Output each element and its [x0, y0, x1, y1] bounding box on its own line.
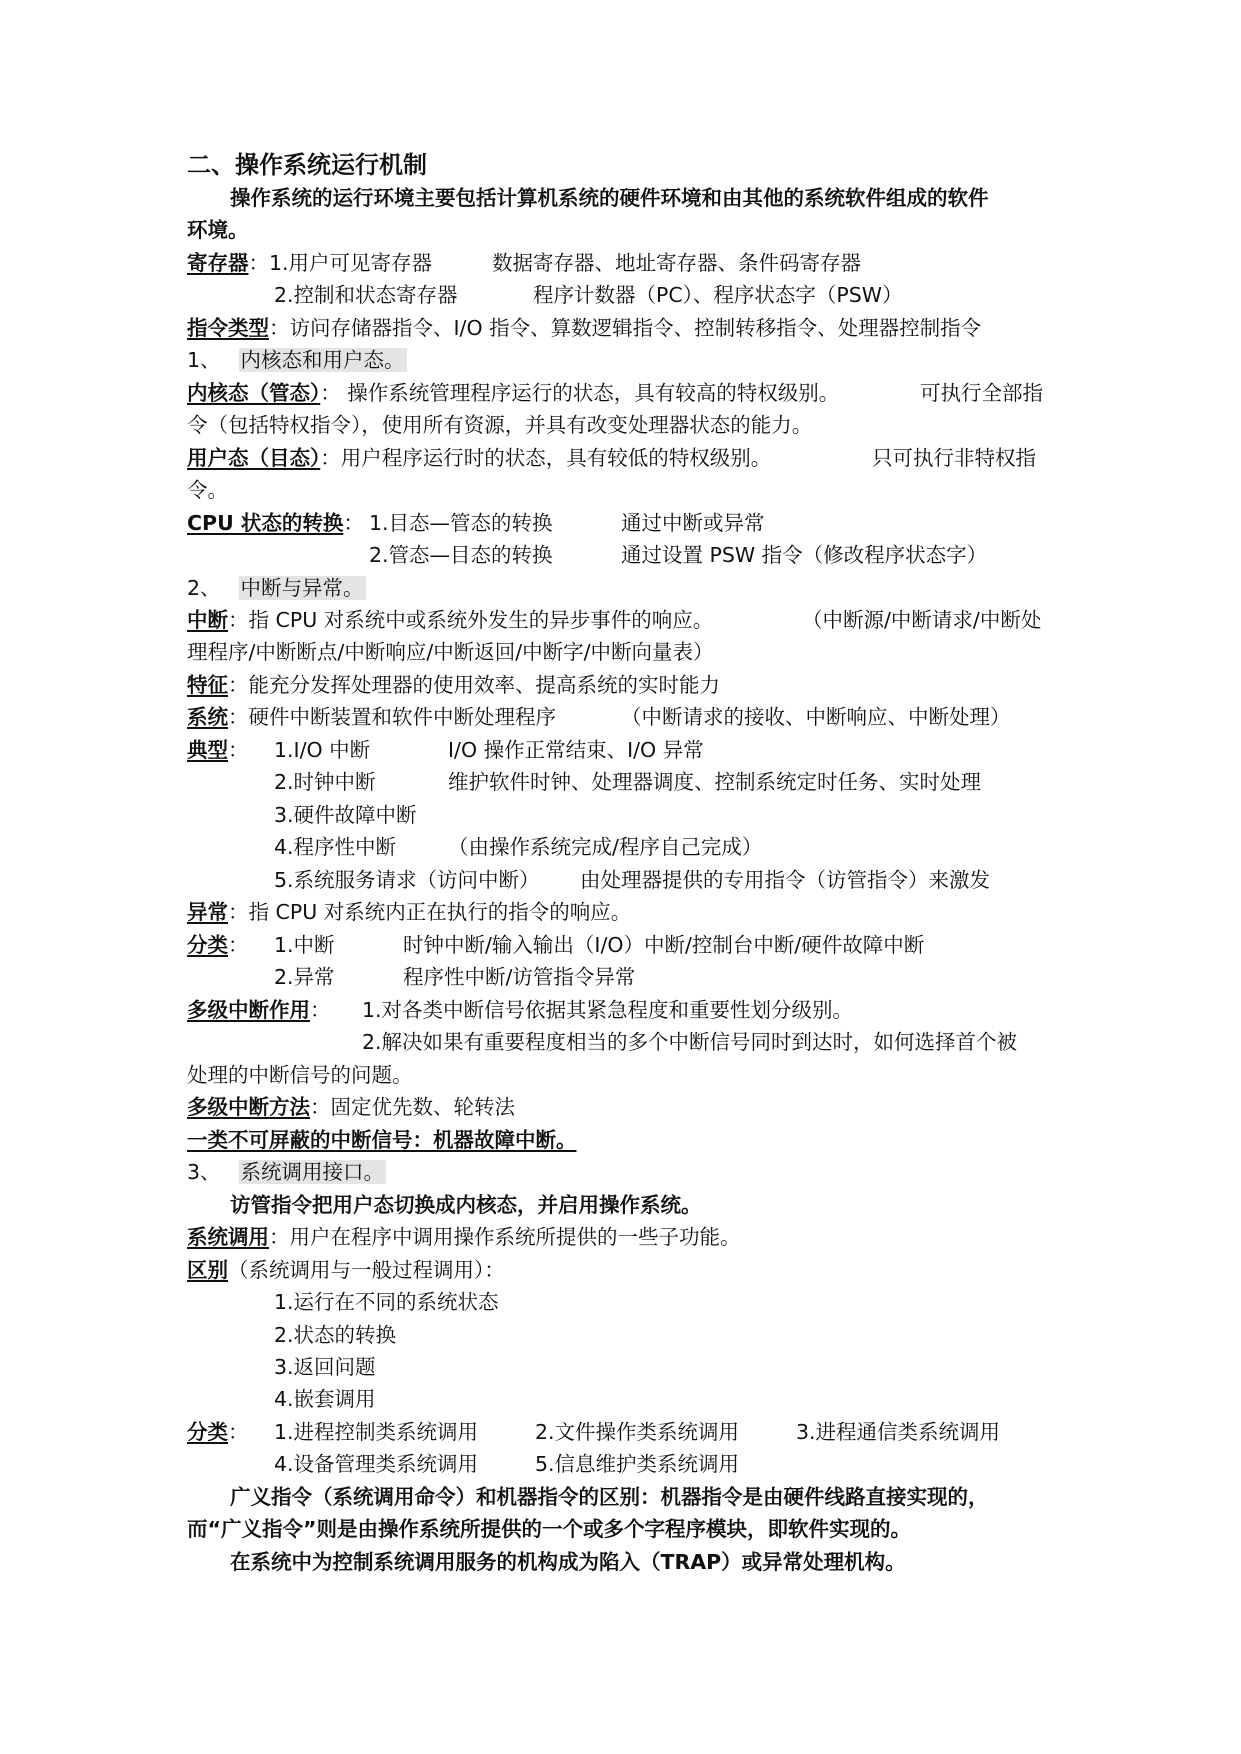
typical-1-detail: I/O 操作正常结束、I/O 异常	[448, 738, 704, 762]
difference-label: 区别	[187, 1258, 228, 1282]
typical-2: 2.时钟中断	[274, 770, 376, 794]
classify-1: 1.中断	[274, 933, 335, 957]
user-mode-label: 用户态（目态）	[187, 446, 321, 470]
feature-label: 特征	[187, 673, 228, 697]
registers-user-visible: 1.用户可见寄存器	[269, 251, 433, 275]
syscall-class-1: 1.进程控制类系统调用	[274, 1420, 479, 1444]
trap-mechanism-line: 在系统中为控制系统调用服务的机构成为陷入（TRAP）或异常处理机构。	[230, 1550, 906, 1574]
system-label: 系统	[187, 705, 228, 729]
registers-row-2: 2.控制和状态寄存器	[274, 283, 458, 307]
difference-4: 4.嵌套调用	[274, 1387, 376, 1411]
cpu-switch-1: 1.目态—管态的转换	[369, 511, 553, 535]
kernel-mode-label: 内核态（管态）	[187, 381, 321, 405]
syscall-class-4: 4.设备管理类系统调用	[274, 1452, 479, 1476]
section-3-title: 系统调用接口。	[240, 1160, 385, 1184]
broad-instruction-line-2: 而“广义指令”则是由操作系统所提供的一个或多个字程序模块，即软件实现的。	[187, 1517, 911, 1541]
intro-line-1: 操作系统的运行环境主要包括计算机系统的硬件环境和由其他的系统软件组成的软件	[230, 186, 989, 210]
syscall-class-label: 分类	[187, 1420, 228, 1444]
intro-line-2: 环境。	[187, 218, 249, 242]
system-line: 系统：硬件中断装置和软件中断处理程序	[187, 705, 556, 729]
feature-line: 特征：能充分发挥处理器的使用效率、提高系统的实时能力	[187, 673, 720, 697]
cpu-switch-2-detail: 通过设置 PSW 指令（修改程序状态字）	[621, 543, 988, 567]
section-3-heading: 3、 系统调用接口。	[187, 1160, 385, 1184]
syscall-label: 系统调用	[187, 1225, 269, 1249]
typical-1: 1.I/O 中断	[274, 738, 371, 762]
section-1-heading: 1、 内核态和用户态。	[187, 348, 405, 372]
typical-2-detail: 维护软件时钟、处理器调度、控制系统定时任务、实时处理	[448, 770, 981, 794]
kernel-mode-line-2: 令（包括特权指令），使用所有资源，并具有改变处理器状态的能力。	[187, 413, 813, 437]
classify-1-detail: 时钟中断/输入输出（I/O）中断/控制台中断/硬件故障中断	[403, 933, 925, 957]
registers-row-1: 寄存器：1.用户可见寄存器	[187, 251, 433, 275]
cpu-switch-2: 2.管态—目态的转换	[369, 543, 553, 567]
instruction-types: 指令类型：访问存储器指令、I/O 指令、算数逻辑指令、控制转移指令、处理器控制指令	[187, 316, 982, 340]
section-title: 二、操作系统运行机制	[187, 151, 427, 179]
section-1-title: 内核态和用户态。	[240, 348, 405, 372]
typical-5: 5.系统服务请求（访问中断）	[274, 868, 540, 892]
broad-instruction-line-1: 广义指令（系统调用命令）和机器指令的区别：机器指令是由硬件线路直接实现的，	[230, 1485, 989, 1509]
registers-label: 寄存器	[187, 251, 249, 275]
difference-3: 3.返回问题	[274, 1355, 376, 1379]
classify-label: 分类	[187, 933, 228, 957]
difference-2: 2.状态的转换	[274, 1323, 397, 1347]
typical-5-detail: 由处理器提供的专用指令（访管指令）来激发	[580, 868, 990, 892]
typical-4: 4.程序性中断	[274, 835, 397, 859]
syscall-line: 系统调用：用户在程序中调用操作系统所提供的一些子功能。	[187, 1225, 741, 1249]
difference-line: 区别（系统调用与一般过程调用）：	[187, 1258, 505, 1282]
classify-row-1: 分类：	[187, 933, 249, 957]
classify-2: 2.异常	[274, 965, 335, 989]
interrupt-label: 中断	[187, 608, 228, 632]
interrupt-line-1: 中断：指 CPU 对系统中或系统外发生的异步事件的响应。	[187, 608, 714, 632]
multi-level-role-3: 处理的中断信号的问题。	[187, 1063, 413, 1087]
non-maskable-line: 一类不可屏蔽的中断信号：机器故障中断。	[187, 1128, 577, 1152]
interrupt-line-2: 理程序/中断断点/中断响应/中断返回/中断字/中断向量表）	[187, 640, 714, 664]
system-line-tail: （中断请求的接收、中断响应、中断处理）	[621, 705, 1011, 729]
registers-row-1-detail: 数据寄存器、地址寄存器、条件码寄存器	[492, 251, 861, 275]
user-mode-line-1-tail: 只可执行非特权指	[872, 446, 1036, 470]
difference-1: 1.运行在不同的系统状态	[274, 1290, 499, 1314]
interrupt-line-1-tail: （中断源/中断请求/中断处	[802, 608, 1042, 632]
multi-level-role-row: 多级中断作用：	[187, 998, 331, 1022]
section-2-heading: 2、 中断与异常。	[187, 576, 364, 600]
syscall-class-3: 3.进程通信类系统调用	[796, 1420, 1001, 1444]
multi-level-method-label: 多级中断方法	[187, 1095, 310, 1119]
syscall-class-row: 分类：	[187, 1420, 249, 1444]
cpu-switch-1-detail: 通过中断或异常	[621, 511, 765, 535]
multi-level-role-label: 多级中断作用	[187, 998, 310, 1022]
multi-level-role-1: 1.对各类中断信号依据其紧急程度和重要性划分级别。	[362, 998, 854, 1022]
registers-row-2-detail: 程序计数器（PC）、程序状态字（PSW）	[533, 283, 903, 307]
exception-label: 异常	[187, 900, 228, 924]
exception-line: 异常：指 CPU 对系统内正在执行的指令的响应。	[187, 900, 632, 924]
multi-level-method-line: 多级中断方法：固定优先数、轮转法	[187, 1095, 515, 1119]
typical-4-detail: （由操作系统完成/程序自己完成）	[448, 835, 763, 859]
classify-2-detail: 程序性中断/访管指令异常	[403, 965, 636, 989]
multi-level-role-2: 2.解决如果有重要程度相当的多个中断信号同时到达时，如何选择首个被	[362, 1030, 1018, 1054]
user-mode-line-2: 令。	[187, 478, 228, 502]
syscall-class-5: 5.信息维护类系统调用	[535, 1452, 740, 1476]
trap-switch-line: 访管指令把用户态切换成内核态，并启用操作系统。	[230, 1193, 702, 1217]
instruction-types-label: 指令类型	[187, 316, 269, 340]
kernel-mode-line-1: 内核态（管态）： 操作系统管理程序运行的状态，具有较高的特权级别。	[187, 381, 840, 405]
typical-3: 3.硬件故障中断	[274, 803, 417, 827]
section-2-title: 中断与异常。	[240, 576, 364, 600]
typical-row-1: 典型：	[187, 738, 249, 762]
cpu-switch-label: CPU 状态的转换	[187, 511, 344, 535]
kernel-mode-line-1-tail: 可执行全部指	[920, 381, 1043, 405]
typical-label: 典型	[187, 738, 228, 762]
syscall-class-2: 2.文件操作类系统调用	[535, 1420, 740, 1444]
cpu-switch-row-1: CPU 状态的转换：	[187, 511, 364, 535]
user-mode-line-1: 用户态（目态）：用户程序运行时的状态，具有较低的特权级别。	[187, 446, 772, 470]
